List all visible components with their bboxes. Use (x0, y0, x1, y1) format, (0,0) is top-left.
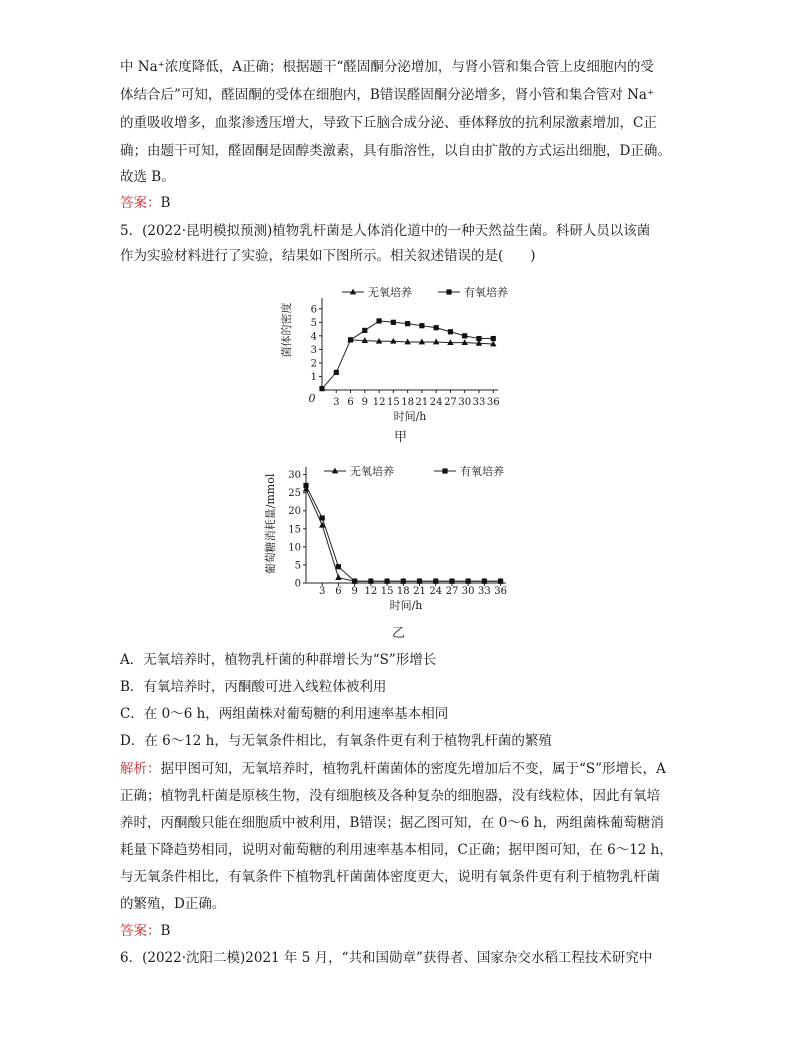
origin-label: 0 (308, 392, 316, 405)
q5-option-b: B．有氧培养时，丙酮酸可进入线粒体被利用 (120, 679, 387, 695)
x-tick-label: 6 (347, 397, 354, 408)
x-tick-label: 15 (386, 397, 400, 408)
data-point-triangle (335, 574, 341, 580)
intro-line-5: 故选 B。 (120, 169, 175, 185)
x-tick-label: 9 (351, 586, 358, 597)
chart-yi-caption: 乙 (392, 626, 406, 641)
x-tick-label: 36 (494, 586, 507, 597)
data-point-square (419, 323, 424, 328)
analysis-label: 解析： (120, 761, 161, 777)
chart-yi-plot (263, 464, 507, 612)
y-tick-label: 2 (310, 358, 317, 370)
answer-label: 答案： (120, 923, 161, 939)
q5-analysis-line-1 (120, 759, 666, 779)
x-tick-label: 36 (486, 397, 500, 408)
answer-label: 答案： (120, 195, 161, 211)
q5-option-d: D．在 6～12 h，与无氧条件相比，有氧条件更有利于植物乳杆菌的繁殖 (120, 733, 552, 749)
x-tick-label: 27 (445, 586, 459, 597)
x-tick-label: 6 (335, 586, 342, 597)
y-tick-label: 3 (310, 344, 317, 356)
y-tick-label: 6 (310, 304, 317, 316)
intro-line-4: 确；由题干可知，醛固酮是固醇类激素，具有脂溶性，以自由扩散的方式运出细胞，D正确。 (120, 143, 671, 159)
q5-option-c: C．在 0～6 h，两组菌株对葡萄糖的利用速率基本相同 (120, 706, 449, 722)
data-point-square (348, 337, 353, 342)
y-tick-label: 20 (288, 506, 301, 518)
q5-answer (120, 921, 170, 941)
legend-label-2: 有氧培养 (460, 465, 504, 478)
y-tick-label: 15 (288, 524, 301, 536)
data-point-square (433, 579, 438, 584)
data-point-square (491, 336, 496, 341)
chart-jia-plot (279, 285, 508, 423)
x-tick-label: 12 (372, 397, 386, 408)
x-tick-label: 18 (396, 586, 410, 597)
analysis-text-1: 据甲图可知，无氧培养时，植物乳杆菌菌体的密度先增加后不变，属于“S”形增长，A (160, 761, 666, 777)
data-point-square (334, 370, 339, 375)
y-axis-label: 菌体的密度 (280, 302, 293, 358)
answer-value: B (160, 195, 171, 211)
x-tick-label: 24 (429, 586, 443, 597)
legend-label-1: 无氧培养 (368, 286, 412, 299)
data-point-square (362, 328, 367, 333)
data-point-square (368, 579, 373, 584)
series-line-2 (322, 321, 493, 389)
x-tick-label: 21 (413, 586, 426, 597)
data-point-triangle (390, 338, 396, 344)
x-tick-label: 30 (458, 397, 472, 408)
intro-answer (120, 193, 170, 213)
x-tick-label: 15 (380, 586, 394, 597)
intro-line-2: 体结合后”可知，醛固酮的受体在细胞内，B错误醛固酮分泌增多，肾小管和集合管对 Na⁺ (120, 87, 655, 103)
legend-label-2: 有氧培养 (464, 286, 508, 299)
data-point-square (448, 329, 453, 334)
q5-option-a: A．无氧培养时，植物乳杆菌的种群增长为“S”形增长 (120, 652, 437, 668)
x-tick-label: 24 (429, 397, 443, 408)
answer-value: B (160, 923, 171, 939)
data-point-square (466, 579, 471, 584)
data-point-square (462, 333, 467, 338)
x-tick-label: 3 (319, 586, 326, 597)
series-line-1 (306, 489, 501, 581)
data-point-square (401, 579, 406, 584)
y-tick-label: 0 (294, 578, 301, 590)
x-axis-label: 时间/h (393, 410, 427, 423)
data-point-square (352, 579, 357, 584)
x-tick-label: 30 (461, 586, 475, 597)
data-point-square (405, 321, 410, 326)
q5-analysis-line-2: 正确；植物乳杆菌是原核生物，没有细胞核及各种复杂的细胞器，没有线粒体，因此有氧培 (120, 788, 660, 804)
x-tick-label: 12 (364, 586, 378, 597)
legend-label-1: 无氧培养 (350, 465, 394, 478)
legend-marker-square (442, 468, 447, 473)
y-tick-label: 5 (310, 317, 317, 329)
data-point-square (498, 579, 503, 584)
chart-jia-caption: 甲 (394, 430, 408, 445)
data-point-square (482, 579, 487, 584)
data-point-square (417, 579, 422, 584)
chart-jia (270, 280, 530, 425)
x-tick-label: 21 (415, 397, 429, 408)
y-tick-label: 5 (294, 560, 301, 572)
intro-line-3: 的重吸收增多，血浆渗透压增大，导致下丘脑合成分泌、垂体释放的抗利尿激素增加，C正 (120, 115, 657, 131)
data-point-square (320, 515, 325, 520)
y-tick-label: 25 (288, 488, 301, 500)
x-axis-label: 时间/h (389, 599, 423, 612)
data-point-square (376, 318, 381, 323)
x-tick-label: 33 (472, 397, 486, 408)
q5-analysis-line-4: 耗量下降趋势相同，说明对葡萄糖的利用速率基本相同，C正确；据甲图可知，在 6～12 h， (120, 842, 673, 858)
x-tick-label: 3 (333, 397, 340, 408)
data-point-square (303, 483, 308, 488)
data-point-square (336, 564, 341, 569)
data-point-square (391, 320, 396, 325)
y-tick-label: 30 (288, 470, 301, 482)
x-tick-label: 9 (361, 397, 368, 408)
y-axis-label: 葡萄糖消耗量/mmol (264, 473, 277, 575)
q5-stem-line-1: 5．(2022·昆明模拟预测)植物乳杆菌是人体消化道中的一种天然益生菌。科研人员以该菌 (120, 223, 651, 239)
x-tick-label: 18 (401, 397, 414, 408)
data-point-square (319, 386, 324, 391)
data-point-square (384, 579, 389, 584)
y-tick-label: 4 (310, 331, 317, 343)
y-tick-label: 10 (288, 542, 301, 554)
data-point-square (434, 325, 439, 330)
q5-analysis-line-5: 与无氧条件相比，有氧条件下植物乳杆菌菌体密度更大，说明有氧条件更有利于植物乳杆菌 (120, 869, 660, 885)
q5-analysis-line-3: 养时，丙酮酸只能在细胞质中被利用，B错误；据乙图可知，在 0～6 h，两组菌株葡萄糖消 (120, 815, 664, 831)
x-tick-label: 33 (478, 586, 491, 597)
x-tick-label: 27 (444, 397, 457, 408)
q5-stem-line-2: 作为实验材料进行了实验，结果如下图所示。相关叙述错误的是( ) (120, 248, 536, 264)
y-tick-label: 1 (310, 371, 317, 383)
chart-yi (262, 458, 530, 618)
q5-analysis-line-6: 的繁殖，D正确。 (120, 896, 226, 912)
legend-marker-square (446, 289, 451, 294)
data-point-square (449, 579, 454, 584)
intro-line-1: 中 Na⁺浓度降低，A正确；根据题干“醛固酮分泌增加，与肾小管和集合管上皮细胞内的受 (120, 59, 654, 75)
data-point-square (476, 336, 481, 341)
q6-stem-line-1: 6．(2022·沈阳二模)2021 年 5 月，“共和国勋章”获得者、国家杂交水稻工程技术研究中 (120, 950, 653, 966)
